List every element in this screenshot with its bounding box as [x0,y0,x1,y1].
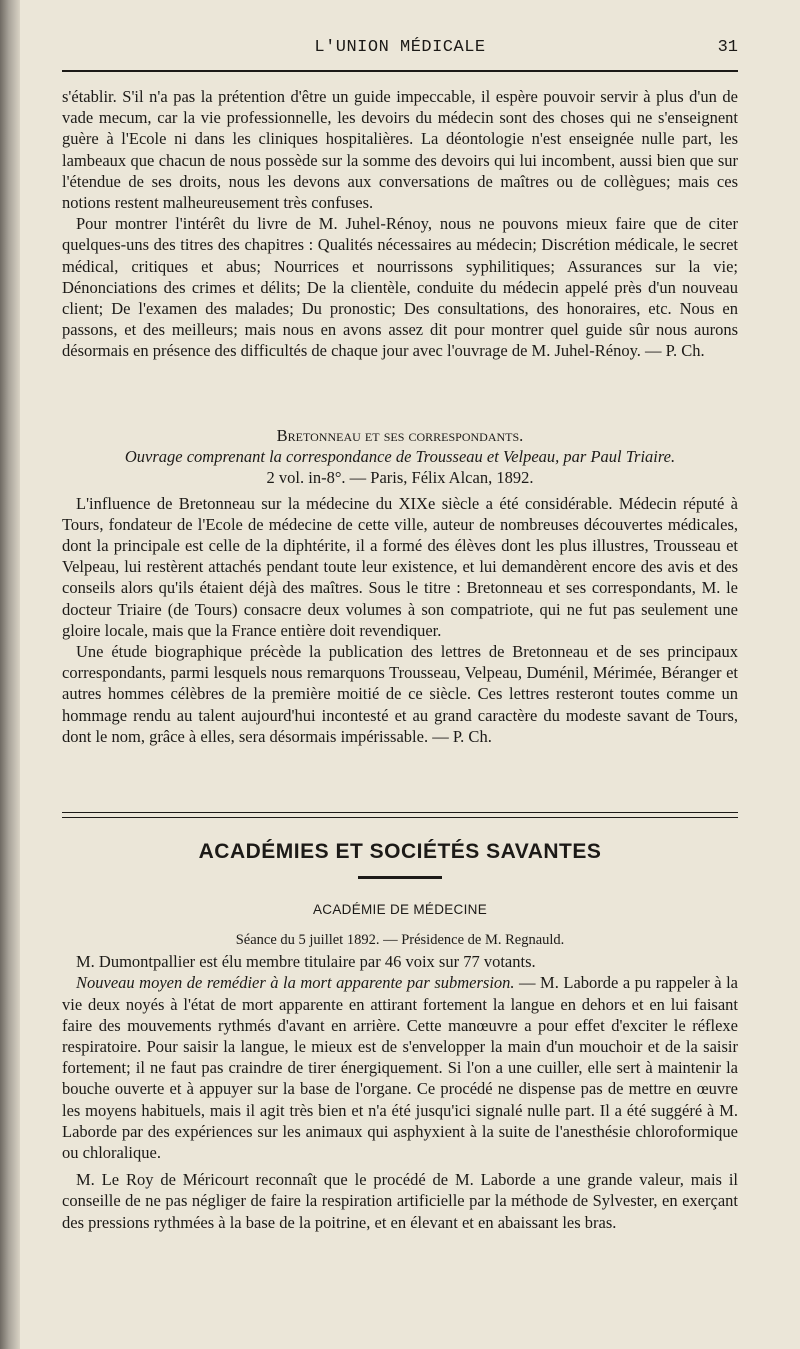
academy-paragraph-1: M. Dumontpallier est élu membre titulaire par 46 voix sur 77 votants. [76,952,536,972]
review-subtitle: Ouvrage comprenant la correspondance de Trousseau et Velpeau, par Paul Triaire. [124,447,676,467]
review-publication: 2 vol. in-8°. — Paris, Félix Alcan, 1892. [266,468,534,488]
book-review [62,425,738,747]
session-line: Séance du 5 juillet 1892. — Présidence de M. Regnauld. [235,932,565,948]
page-binding-edge [0,0,20,1349]
subsection-title: ACADÉMIE DE MÉDECINE [312,902,488,917]
section-title-underline [358,876,442,879]
section-title: ACADÉMIES ET SOCIÉTÉS SAVANTES [198,840,602,863]
review-paragraph-1: L'influence de Bretonneau sur la médecine du XIXe siècle a été considérable. Médecin réputé à Tours, fondateur de l'Ecole de médecine de cette ville, auteur de nombreuses découvertes médicales, dont la principale est celle de la diphtérite, il a formé des élèves dont les plus illustres, Trousseau et Velpeau, lui restèrent attachés pendant toute leur existence, et lui demandèrent encore des avis et des conseils alors qu'ils étaient déjà des maîtres. Sous le titre : Bretonneau et ses correspondants, M. le docteur Triaire (de Tours) consacre deux volumes à son compatriote, qui ne fut pas seulement une gloire locale, mais que la France entière doit revendiquer. [62,493,738,640]
top-article-paragraph-1: s'établir. S'il n'a pas la prétention d'être un guide impeccable, il espère pouvoir servir à plus d'un de vade mecum, car la vie professionnelle, les devoirs du médecin sont des choses qui ne s'enseignent guère à l'Ecole ni dans les cliniques hospitalières. La déontologie n'est enseignée nulle part, les lambeaux que chacun de nous possède sur la somme des devoirs qui lui incombent, aussi bien que sur l'étendue de ses droits, nous les devons aux conversations de maîtres ou de collègues; mais ces notions restent malheureusement très confuses. [62,87,738,213]
academy-paragraph-2 [62,972,738,1163]
academy-paragraph-3: M. Le Roy de Méricourt reconnaît que le procédé de M. Laborde a une grande valeur, mais il conseille de ne pas négliger de faire la respiration artificielle par la méthode de Sylvester, en exerçant des pressions rythmées à la base de la poitrine, et en élevant et en abaissant les bras. [62,1170,738,1232]
academy-report [62,930,738,1233]
section-separator-rule [62,812,738,818]
running-title: L'UNION MÉDICALE [314,38,486,57]
paragraph-2-body: — M. Laborde a pu rappeler à la vie deux noyés à l'état de mort apparente en attirant fortement la langue en dehors et en lui faisant faire des mouvements rythmés d'avant en arrière. Cette manœuvre a pour effet d'exciter le réflexe respiratoire. Pour saisir la langue, le mieux est de s'envelopper la main d'un mouchoir et de la saisir fortement; il ne faut pas craindre de tirer énergiquement. Si l'on a une cuiller, elle sert à maintenir la bouche ouverte et à appuyer sur la base de l'organe. Ce procédé ne dispense pas de mettre en œuvre les moyens habituels, mais il agit très bien et n'a été jusqu'ici signalé nulle part. Il a été suggéré à M. Laborde par des expériences sur les animaux qui asphyxient à la suite de l'anesthésie chloroformique ou chloralique. [62,973,738,1163]
page-header [62,28,738,68]
paragraph-2-title: Nouveau moyen de remédier à la mort apparente par submersion. [76,973,515,993]
page-number: 31 [717,38,738,57]
header-rule [62,70,738,72]
review-paragraph-2: Une étude biographique précède la publication des lettres de Bretonneau et de ses principaux correspondants, parmi lesquels nous remarquons Trousseau, Velpeau, Duménil, Mérimée, Béranger et autres hommes célèbres de la première moitié de ce siècle. Ces lettres resteront toutes comme un hommage rendu au talent aujourd'hui incontesté et au grand caractère du modeste savant de Tours, dont le nom, grâce à elles, sera désormais impérissable. — P. Ch. [62,642,738,746]
top-article-paragraph-2: Pour montrer l'intérêt du livre de M. Juhel-Rénoy, nous ne pouvons mieux faire que de citer quelques-uns des titres des chapitres : Qualités nécessaires au médecin; Discrétion médicale, le secret médical, critiques et abus; Nourrices et nourrissons syphilitiques; Assurances sur la vie; Dénonciations des crimes et délits; De la clientèle, conduite du médecin appelé près d'un nouveau client; De l'examen des malades; Du pronostic; Des consultations, des honoraires, etc. Nous en passons, et des meilleurs; mais nous en avons assez dit pour montrer quel guide sûr nous aurons désormais en présence des difficultés de chaque jour avec l'ouvrage de M. Juhel-Rénoy. — P. Ch. [62,214,738,361]
top-article [62,86,738,362]
review-heading: Bretonneau et ses correspondants. [276,426,524,445]
